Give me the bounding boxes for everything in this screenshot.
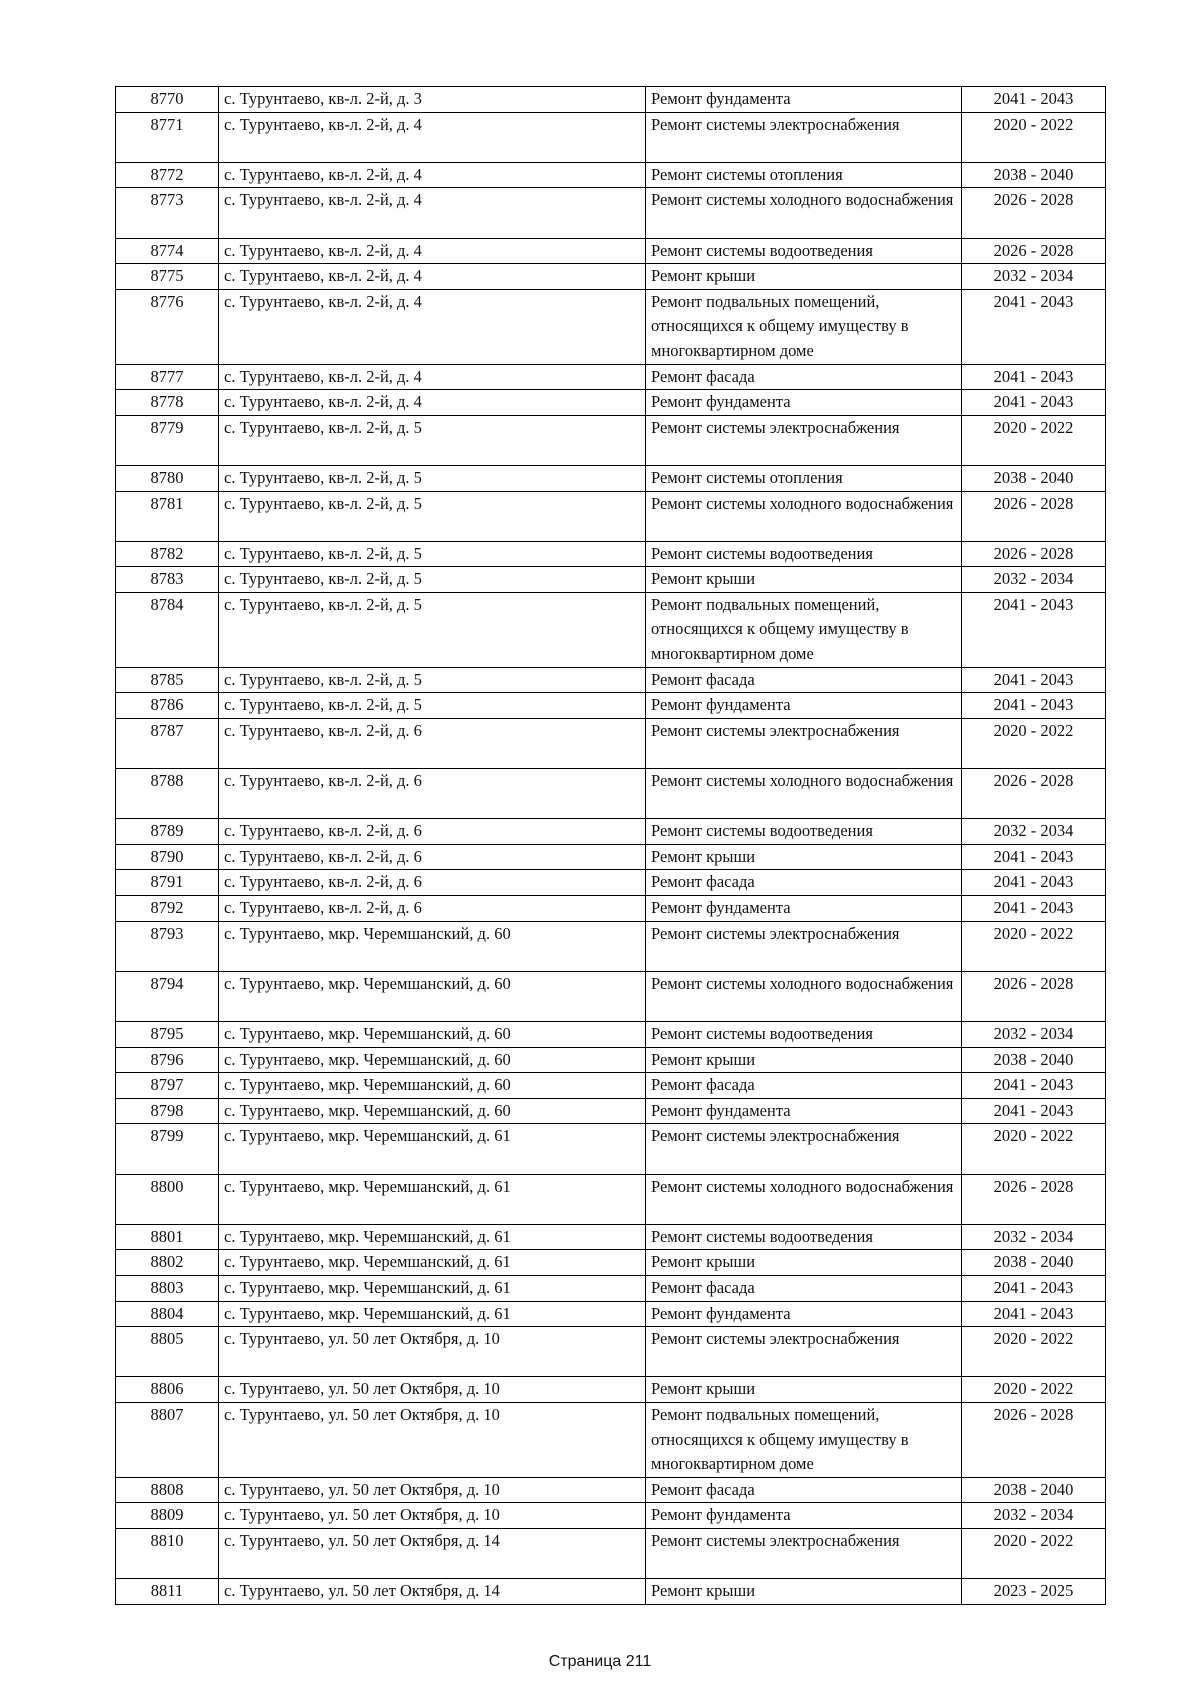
address-cell: с. Турунтаево, мкр. Черемшанский, д. 60 — [219, 1098, 646, 1124]
row-number-cell: 8779 — [116, 415, 219, 465]
period-cell: 2032 - 2034 — [962, 1022, 1106, 1048]
page-number: Страница 211 — [548, 1653, 652, 1670]
work-type-cell: Ремонт системы водоотведения — [646, 541, 962, 567]
row-number-cell: 8776 — [116, 289, 219, 364]
table-row — [116, 921, 1106, 971]
address-cell: с. Турунтаево, кв-л. 2-й, д. 5 — [219, 491, 646, 541]
work-type-cell: Ремонт фундамента — [646, 1503, 962, 1529]
table-row — [116, 567, 1106, 593]
work-type-cell: Ремонт системы электроснабжения — [646, 921, 962, 971]
address-cell: с. Турунтаево, ул. 50 лет Октября, д. 14 — [219, 1579, 646, 1605]
address-cell: с. Турунтаево, ул. 50 лет Октября, д. 10 — [219, 1503, 646, 1529]
row-number-cell: 8783 — [116, 567, 219, 593]
table-row — [116, 1224, 1106, 1250]
address-cell: с. Турунтаево, мкр. Черемшанский, д. 60 — [219, 921, 646, 971]
table-row — [116, 1579, 1106, 1605]
work-type-cell: Ремонт фасада — [646, 1073, 962, 1099]
table-row — [116, 769, 1106, 819]
row-number-cell: 8788 — [116, 769, 219, 819]
work-type-cell: Ремонт системы холодного водоснабжения — [646, 491, 962, 541]
work-type-cell: Ремонт системы водоотведения — [646, 1022, 962, 1048]
row-number-cell: 8792 — [116, 896, 219, 922]
row-number-cell: 8785 — [116, 667, 219, 693]
table-row — [116, 819, 1106, 845]
row-number-cell: 8799 — [116, 1124, 219, 1174]
table-row — [116, 465, 1106, 491]
address-cell: с. Турунтаево, мкр. Черемшанский, д. 60 — [219, 1047, 646, 1073]
table-row — [116, 1528, 1106, 1578]
row-number-cell: 8795 — [116, 1022, 219, 1048]
table-row — [116, 1098, 1106, 1124]
period-cell: 2041 - 2043 — [962, 1301, 1106, 1327]
address-cell: с. Турунтаево, мкр. Черемшанский, д. 61 — [219, 1250, 646, 1276]
work-type-cell: Ремонт фундамента — [646, 896, 962, 922]
period-cell: 2038 - 2040 — [962, 465, 1106, 491]
row-number-cell: 8808 — [116, 1477, 219, 1503]
period-cell: 2026 - 2028 — [962, 491, 1106, 541]
period-cell: 2026 - 2028 — [962, 188, 1106, 238]
table-row — [116, 491, 1106, 541]
table-row — [116, 1047, 1106, 1073]
address-cell: с. Турунтаево, кв-л. 2-й, д. 4 — [219, 264, 646, 290]
row-number-cell: 8800 — [116, 1174, 219, 1224]
address-cell: с. Турунтаево, кв-л. 2-й, д. 6 — [219, 819, 646, 845]
address-cell: с. Турунтаево, кв-л. 2-й, д. 4 — [219, 188, 646, 238]
table-row — [116, 844, 1106, 870]
address-cell: с. Турунтаево, мкр. Черемшанский, д. 60 — [219, 971, 646, 1021]
row-number-cell: 8777 — [116, 364, 219, 390]
period-cell: 2020 - 2022 — [962, 1377, 1106, 1403]
work-type-cell: Ремонт фундамента — [646, 390, 962, 416]
work-type-cell: Ремонт системы холодного водоснабжения — [646, 769, 962, 819]
address-cell: с. Турунтаево, кв-л. 2-й, д. 4 — [219, 238, 646, 264]
table-row — [116, 112, 1106, 162]
period-cell: 2041 - 2043 — [962, 364, 1106, 390]
period-cell: 2041 - 2043 — [962, 87, 1106, 113]
period-cell: 2038 - 2040 — [962, 1250, 1106, 1276]
period-cell: 2023 - 2025 — [962, 1579, 1106, 1605]
address-cell: с. Турунтаево, мкр. Черемшанский, д. 61 — [219, 1275, 646, 1301]
row-number-cell: 8807 — [116, 1402, 219, 1477]
work-type-cell: Ремонт системы водоотведения — [646, 238, 962, 264]
row-number-cell: 8809 — [116, 1503, 219, 1529]
table-row — [116, 1022, 1106, 1048]
period-cell: 2032 - 2034 — [962, 1224, 1106, 1250]
period-cell: 2041 - 2043 — [962, 1073, 1106, 1099]
table-row — [116, 1250, 1106, 1276]
address-cell: с. Турунтаево, мкр. Черемшанский, д. 60 — [219, 1022, 646, 1048]
table-row — [116, 415, 1106, 465]
row-number-cell: 8772 — [116, 162, 219, 188]
address-cell: с. Турунтаево, мкр. Черемшанский, д. 61 — [219, 1174, 646, 1224]
row-number-cell: 8802 — [116, 1250, 219, 1276]
address-cell: с. Турунтаево, кв-л. 2-й, д. 6 — [219, 870, 646, 896]
period-cell: 2041 - 2043 — [962, 1098, 1106, 1124]
period-cell: 2041 - 2043 — [962, 1275, 1106, 1301]
table-row — [116, 1503, 1106, 1529]
table-row — [116, 693, 1106, 719]
work-type-cell: Ремонт крыши — [646, 1579, 962, 1605]
period-cell: 2041 - 2043 — [962, 667, 1106, 693]
address-cell: с. Турунтаево, ул. 50 лет Октября, д. 10 — [219, 1327, 646, 1377]
work-type-cell: Ремонт системы электроснабжения — [646, 718, 962, 768]
period-cell: 2038 - 2040 — [962, 1047, 1106, 1073]
address-cell: с. Турунтаево, кв-л. 2-й, д. 4 — [219, 390, 646, 416]
work-type-cell: Ремонт фундамента — [646, 87, 962, 113]
work-type-cell: Ремонт системы электроснабжения — [646, 112, 962, 162]
address-cell: с. Турунтаево, кв-л. 2-й, д. 4 — [219, 162, 646, 188]
period-cell: 2041 - 2043 — [962, 592, 1106, 667]
table-row — [116, 87, 1106, 113]
work-type-cell: Ремонт крыши — [646, 1250, 962, 1276]
work-type-cell: Ремонт системы электроснабжения — [646, 415, 962, 465]
period-cell: 2020 - 2022 — [962, 1327, 1106, 1377]
work-type-cell: Ремонт системы холодного водоснабжения — [646, 188, 962, 238]
period-cell: 2026 - 2028 — [962, 1174, 1106, 1224]
address-cell: с. Турунтаево, мкр. Черемшанский, д. 61 — [219, 1224, 646, 1250]
work-type-cell: Ремонт системы электроснабжения — [646, 1124, 962, 1174]
row-number-cell: 8780 — [116, 465, 219, 491]
table-row — [116, 541, 1106, 567]
work-type-cell: Ремонт фасада — [646, 870, 962, 896]
row-number-cell: 8774 — [116, 238, 219, 264]
address-cell: с. Турунтаево, ул. 50 лет Октября, д. 10 — [219, 1477, 646, 1503]
work-type-cell: Ремонт системы отопления — [646, 465, 962, 491]
row-number-cell: 8786 — [116, 693, 219, 719]
table-row — [116, 870, 1106, 896]
address-cell: с. Турунтаево, мкр. Черемшанский, д. 61 — [219, 1301, 646, 1327]
work-type-cell: Ремонт фасада — [646, 667, 962, 693]
address-cell: с. Турунтаево, кв-л. 2-й, д. 6 — [219, 769, 646, 819]
row-number-cell: 8804 — [116, 1301, 219, 1327]
address-cell: с. Турунтаево, кв-л. 2-й, д. 5 — [219, 465, 646, 491]
work-type-cell: Ремонт системы холодного водоснабжения — [646, 971, 962, 1021]
period-cell: 2032 - 2034 — [962, 567, 1106, 593]
period-cell: 2020 - 2022 — [962, 1124, 1106, 1174]
table-row — [116, 264, 1106, 290]
period-cell: 2020 - 2022 — [962, 921, 1106, 971]
table-row — [116, 718, 1106, 768]
address-cell: с. Турунтаево, кв-л. 2-й, д. 5 — [219, 667, 646, 693]
row-number-cell: 8806 — [116, 1377, 219, 1403]
period-cell: 2020 - 2022 — [962, 1528, 1106, 1578]
row-number-cell: 8805 — [116, 1327, 219, 1377]
table-row — [116, 390, 1106, 416]
work-type-cell: Ремонт системы электроснабжения — [646, 1327, 962, 1377]
period-cell: 2041 - 2043 — [962, 896, 1106, 922]
period-cell: 2041 - 2043 — [962, 870, 1106, 896]
work-type-cell: Ремонт крыши — [646, 1377, 962, 1403]
address-cell: с. Турунтаево, кв-л. 2-й, д. 5 — [219, 592, 646, 667]
period-cell: 2032 - 2034 — [962, 819, 1106, 845]
table-row — [116, 188, 1106, 238]
period-cell: 2041 - 2043 — [962, 693, 1106, 719]
address-cell: с. Турунтаево, кв-л. 2-й, д. 3 — [219, 87, 646, 113]
row-number-cell: 8771 — [116, 112, 219, 162]
work-type-cell: Ремонт фасада — [646, 1275, 962, 1301]
table-row — [116, 1402, 1106, 1477]
table-row — [116, 1301, 1106, 1327]
work-type-cell: Ремонт системы электроснабжения — [646, 1528, 962, 1578]
work-type-cell: Ремонт крыши — [646, 1047, 962, 1073]
table-row — [116, 289, 1106, 364]
period-cell: 2041 - 2043 — [962, 289, 1106, 364]
period-cell: 2020 - 2022 — [962, 718, 1106, 768]
work-type-cell: Ремонт крыши — [646, 844, 962, 870]
address-cell: с. Турунтаево, кв-л. 2-й, д. 4 — [219, 289, 646, 364]
address-cell: с. Турунтаево, ул. 50 лет Октября, д. 14 — [219, 1528, 646, 1578]
repair-schedule-table — [115, 86, 1106, 1605]
period-cell: 2041 - 2043 — [962, 390, 1106, 416]
table-row — [116, 1377, 1106, 1403]
table-row — [116, 1327, 1106, 1377]
address-cell: с. Турунтаево, кв-л. 2-й, д. 4 — [219, 112, 646, 162]
row-number-cell: 8793 — [116, 921, 219, 971]
row-number-cell: 8797 — [116, 1073, 219, 1099]
row-number-cell: 8775 — [116, 264, 219, 290]
row-number-cell: 8796 — [116, 1047, 219, 1073]
row-number-cell: 8790 — [116, 844, 219, 870]
period-cell: 2032 - 2034 — [962, 1503, 1106, 1529]
period-cell: 2038 - 2040 — [962, 162, 1106, 188]
period-cell: 2026 - 2028 — [962, 971, 1106, 1021]
table-row — [116, 1174, 1106, 1224]
row-number-cell: 8810 — [116, 1528, 219, 1578]
row-number-cell: 8770 — [116, 87, 219, 113]
address-cell: с. Турунтаево, кв-л. 2-й, д. 5 — [219, 541, 646, 567]
row-number-cell: 8789 — [116, 819, 219, 845]
work-type-cell: Ремонт системы отопления — [646, 162, 962, 188]
address-cell: с. Турунтаево, мкр. Черемшанский, д. 60 — [219, 1073, 646, 1099]
address-cell: с. Турунтаево, кв-л. 2-й, д. 6 — [219, 718, 646, 768]
period-cell: 2041 - 2043 — [962, 844, 1106, 870]
period-cell: 2038 - 2040 — [962, 1477, 1106, 1503]
period-cell: 2026 - 2028 — [962, 238, 1106, 264]
address-cell: с. Турунтаево, мкр. Черемшанский, д. 61 — [219, 1124, 646, 1174]
address-cell: с. Турунтаево, кв-л. 2-й, д. 5 — [219, 567, 646, 593]
work-type-cell: Ремонт фасада — [646, 364, 962, 390]
table-row — [116, 238, 1106, 264]
period-cell: 2020 - 2022 — [962, 112, 1106, 162]
period-cell: 2026 - 2028 — [962, 1402, 1106, 1477]
work-type-cell: Ремонт крыши — [646, 264, 962, 290]
work-type-cell: Ремонт фундамента — [646, 1301, 962, 1327]
address-cell: с. Турунтаево, кв-л. 2-й, д. 5 — [219, 693, 646, 719]
work-type-cell: Ремонт подвальных помещений, относящихся к общему имуществу в многоквартирном доме — [646, 592, 962, 667]
row-number-cell: 8787 — [116, 718, 219, 768]
work-type-cell: Ремонт фундамента — [646, 1098, 962, 1124]
address-cell: с. Турунтаево, кв-л. 2-й, д. 6 — [219, 896, 646, 922]
table-row — [116, 896, 1106, 922]
row-number-cell: 8781 — [116, 491, 219, 541]
address-cell: с. Турунтаево, ул. 50 лет Октября, д. 10 — [219, 1377, 646, 1403]
period-cell: 2026 - 2028 — [962, 541, 1106, 567]
work-type-cell: Ремонт системы водоотведения — [646, 819, 962, 845]
address-cell: с. Турунтаево, кв-л. 2-й, д. 6 — [219, 844, 646, 870]
work-type-cell: Ремонт системы водоотведения — [646, 1224, 962, 1250]
work-type-cell: Ремонт подвальных помещений, относящихся к общему имуществу в многоквартирном доме — [646, 1402, 962, 1477]
address-cell: с. Турунтаево, ул. 50 лет Октября, д. 10 — [219, 1402, 646, 1477]
work-type-cell: Ремонт подвальных помещений, относящихся к общему имуществу в многоквартирном доме — [646, 289, 962, 364]
table-row — [116, 1124, 1106, 1174]
table-row — [116, 364, 1106, 390]
row-number-cell: 8798 — [116, 1098, 219, 1124]
row-number-cell: 8803 — [116, 1275, 219, 1301]
table-row — [116, 592, 1106, 667]
work-type-cell: Ремонт фасада — [646, 1477, 962, 1503]
row-number-cell: 8791 — [116, 870, 219, 896]
work-type-cell: Ремонт крыши — [646, 567, 962, 593]
row-number-cell: 8801 — [116, 1224, 219, 1250]
table-body — [116, 87, 1106, 1605]
row-number-cell: 8773 — [116, 188, 219, 238]
table-row — [116, 1275, 1106, 1301]
row-number-cell: 8794 — [116, 971, 219, 1021]
table-row — [116, 1073, 1106, 1099]
table-row — [116, 971, 1106, 1021]
period-cell: 2032 - 2034 — [962, 264, 1106, 290]
row-number-cell: 8778 — [116, 390, 219, 416]
period-cell: 2020 - 2022 — [962, 415, 1106, 465]
address-cell: с. Турунтаево, кв-л. 2-й, д. 5 — [219, 415, 646, 465]
row-number-cell: 8784 — [116, 592, 219, 667]
address-cell: с. Турунтаево, кв-л. 2-й, д. 4 — [219, 364, 646, 390]
work-type-cell: Ремонт фундамента — [646, 693, 962, 719]
table-row — [116, 667, 1106, 693]
row-number-cell: 8811 — [116, 1579, 219, 1605]
work-type-cell: Ремонт системы холодного водоснабжения — [646, 1174, 962, 1224]
period-cell: 2026 - 2028 — [962, 769, 1106, 819]
table-row — [116, 162, 1106, 188]
table-row — [116, 1477, 1106, 1503]
row-number-cell: 8782 — [116, 541, 219, 567]
